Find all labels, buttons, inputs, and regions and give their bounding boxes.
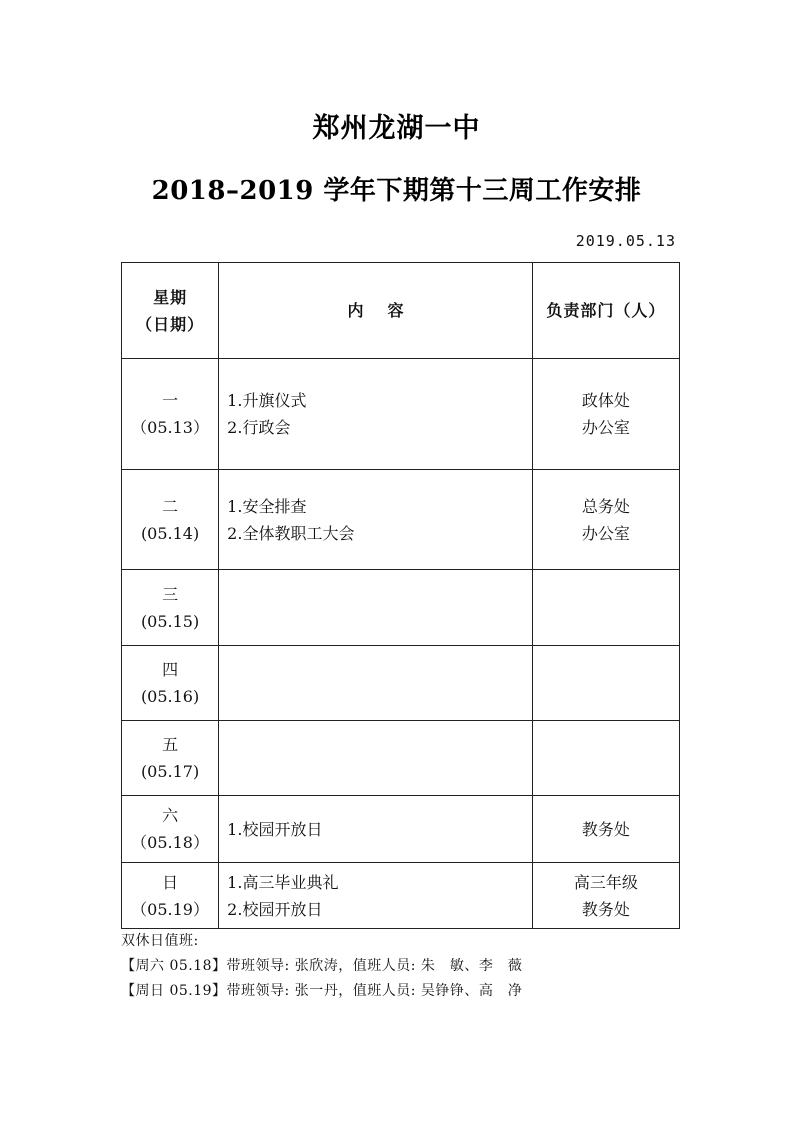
task-item: 1.升旗仪式 [227, 391, 307, 410]
dept-item: 高三年级 [573, 872, 638, 892]
date-label: （05.19） [131, 899, 209, 919]
day-cell [122, 570, 219, 646]
date-label: (05.16) [140, 687, 200, 706]
content-cell [219, 570, 533, 646]
header-day-label: 星期 [153, 287, 188, 307]
day-cell [122, 721, 219, 796]
day-cell [122, 646, 219, 721]
dept-item: 教务处 [581, 819, 630, 839]
weekday-label: 日 [162, 872, 179, 892]
task-item: 2.全体教职工大会 [227, 523, 355, 543]
day-cell [122, 863, 219, 929]
weekend-duty-section [121, 929, 522, 1004]
day-cell [122, 470, 219, 570]
dept-cell [532, 646, 679, 721]
dept-cell [532, 470, 679, 570]
table-row-monday [122, 359, 680, 470]
header-dept: 负责部门（人） [532, 263, 679, 359]
table-row-thursday [122, 646, 680, 721]
weekday-label: 六 [162, 806, 179, 825]
weekday-label: 五 [162, 735, 179, 754]
dept-cell [532, 796, 679, 863]
schedule-title: 2018–2019 学年下期第十三周工作安排 [151, 176, 642, 206]
task-item: 2.行政会 [227, 418, 291, 437]
content-cell [219, 646, 533, 721]
date-label: (05.15) [140, 611, 200, 631]
dept-cell [532, 863, 679, 929]
task-item: 1.高三毕业典礼 [227, 872, 339, 892]
content-cell [219, 721, 533, 796]
dept-item: 政体处 [581, 391, 630, 410]
dept-item: 办公室 [581, 418, 630, 437]
dept-cell [532, 359, 679, 470]
weekend-duty-heading: 双休日值班: [121, 933, 199, 949]
dept-cell [532, 570, 679, 646]
weekday-label: 二 [162, 496, 179, 516]
content-cell [219, 470, 533, 570]
weekday-label: 四 [162, 660, 179, 679]
document-date: 2019.05.13 [575, 232, 676, 250]
table-row-wednesday [122, 570, 680, 646]
dept-item: 总务处 [581, 496, 630, 516]
task-item: 2.校园开放日 [227, 899, 323, 919]
content-cell [219, 863, 533, 929]
table-row-sunday [122, 863, 680, 929]
header-content: 内容 [219, 263, 533, 359]
date-label: (05.17) [140, 762, 200, 781]
weekday-label: 三 [162, 584, 179, 604]
header-day [122, 263, 219, 359]
content-cell [219, 359, 533, 470]
weekend-duty-sunday: 【周日 05.19】带班领导: 张一丹，值班人员: 吴铮铮、高 净 [121, 983, 523, 999]
dept-cell [532, 721, 679, 796]
schedule-table [121, 262, 680, 929]
weekend-duty-saturday: 【周六 05.18】带班领导: 张欣涛，值班人员: 朱 敏、李 薇 [121, 958, 523, 974]
content-cell [219, 796, 533, 863]
date-label: （05.13） [131, 418, 209, 437]
date-label: （05.18） [131, 833, 209, 852]
date-label: (05.14) [140, 523, 200, 543]
table-row-saturday [122, 796, 680, 863]
task-item: 1.校园开放日 [227, 819, 323, 839]
table-row-tuesday [122, 470, 680, 570]
task-item: 1.安全排查 [227, 496, 307, 516]
day-cell [122, 796, 219, 863]
day-cell [122, 359, 219, 470]
school-title: 郑州龙湖一中 [312, 113, 481, 144]
table-row-friday [122, 721, 680, 796]
dept-item: 教务处 [581, 899, 630, 919]
dept-item: 办公室 [581, 523, 630, 543]
weekday-label: 一 [162, 391, 179, 410]
table-header-row [122, 263, 680, 359]
header-date-label: （日期） [136, 314, 205, 334]
